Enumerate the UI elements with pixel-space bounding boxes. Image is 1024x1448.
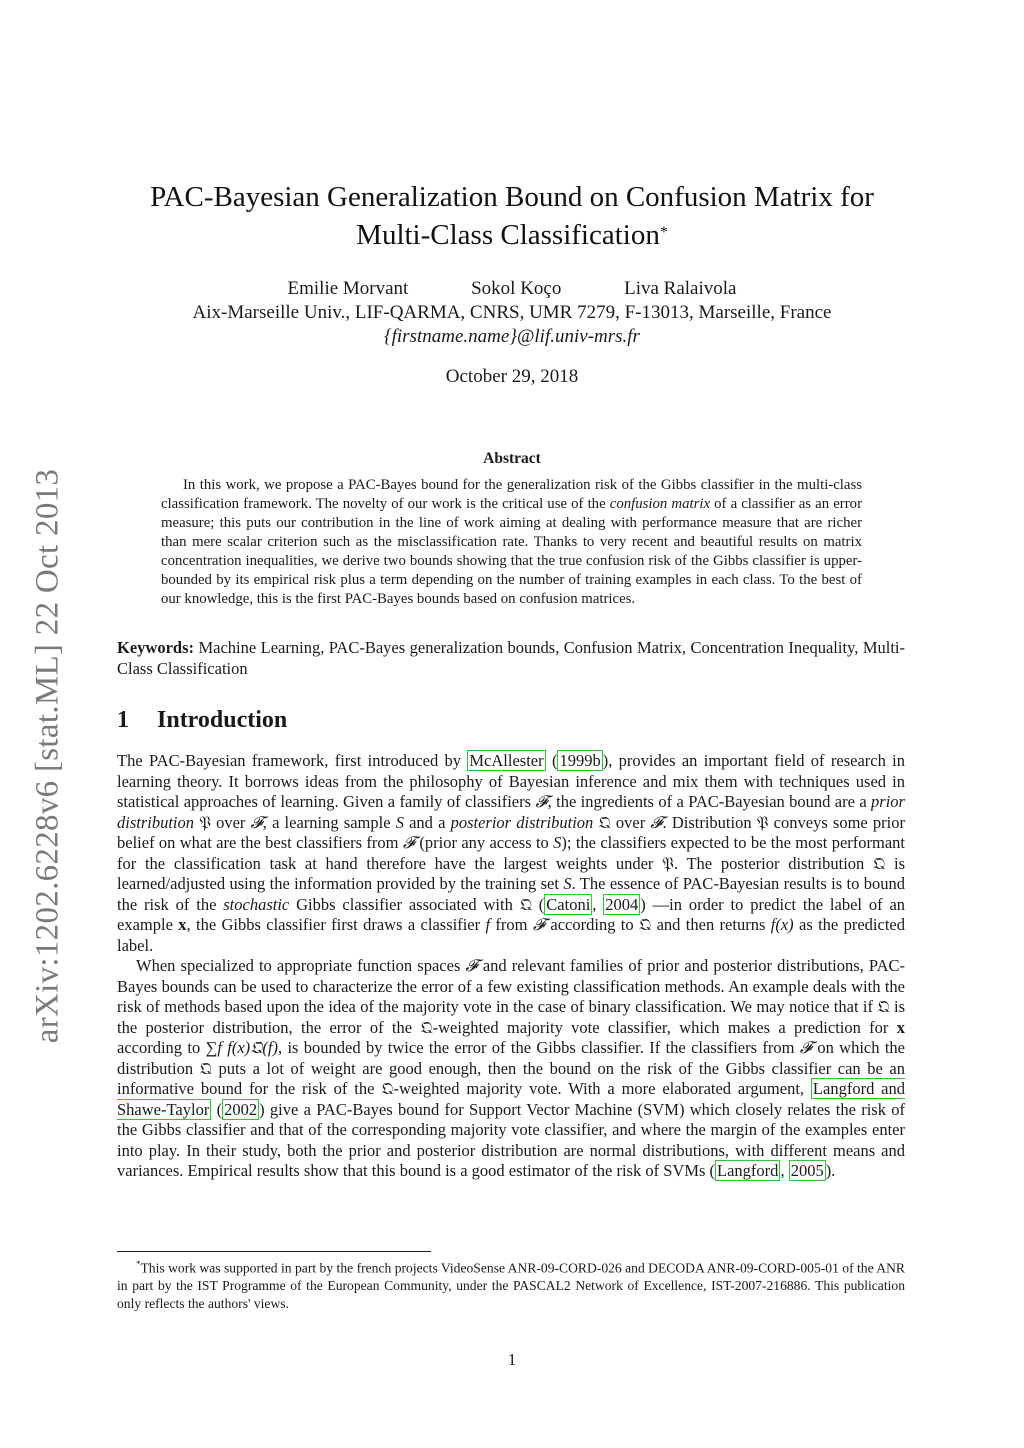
citation-link[interactable]: 2004: [605, 894, 639, 914]
author-name: Sokol Koço: [471, 278, 562, 299]
title-line-2: Multi-Class Classification*: [356, 219, 668, 251]
author-list: [120, 278, 904, 300]
keywords-label: Keywords:: [117, 638, 194, 657]
affiliation: Aix-Marseille Univ., LIF-QARMA, CNRS, UMR 7279, F-13013, Marseille, France: [192, 302, 832, 323]
section-number: 1: [117, 707, 129, 733]
abstract-body: In this work, we propose a PAC-Bayes bound for the generalization risk of the Gibbs classifier in the multi-class classification framework. The novelty of our work is the critical use of the confusion matrix of a classifier as an error measure; this puts our contribution in the line of work aiming at dealing with performance measure that are richer than mere scalar criterion such as the misclassification rate. Thanks to very recent and beautiful results on matrix concentration inequalities, we derive two bounds showing that the true confusion risk of the Gibbs classifier is upper-bounded by its empirical risk plus a term depending on the number of training examples in each class. To the best of our knowledge, this is the first PAC-Bayes bounds based on confusion matrices.: [161, 477, 862, 607]
arxiv-stamp: arXiv:1202.6228v6 [stat.ML] 22 Oct 2013: [29, 468, 66, 1044]
abstract-heading: Abstract: [483, 450, 541, 467]
citation-link[interactable]: 2002: [224, 1099, 258, 1119]
citation-link[interactable]: 1999b: [559, 751, 601, 770]
citation-link[interactable]: McAllester: [469, 751, 544, 770]
paragraph: The PAC-Bayesian framework, first introduced by McAllester ( 1999b ), provides an important field of research in learning theory. It borrows ideas from the philosophy of Bayesian inference and mix them with techniques used in statistical approaches of learning. Given a family of classifiers 𝓕, the ingredients of a PAC-Bayesian bound are a prior distribution 𝔓 over 𝓕, a learning sample S and a posterior distribution 𝔔 over 𝓕. Distribution 𝔓 conveys some prior belief on what are the best classifiers from 𝓕 (prior any access to S); the classifiers expected to be the most performant for the classification task at hand therefore have the largest weights under 𝔓. The posterior distribution 𝔔 is learned/adjusted using the information provided by the training set S. The essence of PAC-Bayesian results is to bound the risk of the stochastic Gibbs classifier associated with 𝔔 ( Catoni , 2004 ) —in order to predict the label of an example x, the Gibbs classifier first draws a classifier f from 𝓕 according to 𝔔 and then returns f(x) as the predicted label.: [117, 751, 906, 955]
date: October 29, 2018: [445, 366, 579, 387]
author-name: Liva Ralaivola: [624, 278, 737, 299]
sum-expression: ∑f f(x)𝔔(f): [205, 1038, 278, 1057]
footnote-rule: [117, 1251, 431, 1252]
paper-title: [120, 178, 904, 254]
title-line-1: PAC-Bayesian Generalization Bound on Confusion Matrix for: [150, 181, 874, 213]
page-number: 1: [507, 1350, 517, 1369]
email: {firstname.name}@lif.univ-mrs.fr: [384, 326, 640, 347]
footnote: *This work was supported in part by the french projects VideoSense ANR-09-CORD-026 and DECODA ANR-09-CORD-005-01 of the ANR in part by the IST Programme of the European Community, under the PASCAL2 Network of Excellence, IST-2007-216886. This publication only reflects the authors' views.: [117, 1259, 905, 1311]
title-footnote-marker: *: [659, 224, 668, 241]
citation-link[interactable]: 2005: [790, 1161, 824, 1180]
keywords: Keywords: Machine Learning, PAC-Bayes generalization bounds, Confusion Matrix, Concentration Inequality, Multi-Class Classification: [117, 638, 905, 678]
section-title: Introduction: [157, 707, 288, 733]
citation-link[interactable]: Catoni: [546, 894, 591, 914]
body-text: [117, 751, 905, 1182]
paragraph: When specialized to appropriate function spaces 𝓕 and relevant families of prior and posterior distributions, PAC-Bayes bounds can be used to characterize the error of a few existing classification methods. An example deals with the risk of methods based upon the idea of the majority vote in the case of binary classification. We may notice that if 𝔔 is the posterior distribution, the error of the 𝔔-weighted majority vote classifier, which makes a prediction for x according to ∑f f(x)𝔔(f), is bounded by twice the error of the Gibbs classifier. If the classifiers from 𝓕 on which the distribution 𝔔 puts a lot of weight are good enough, then the bound on the risk of the Gibbs classifier can be an informative bound for the risk of the 𝔔-weighted majority vote. With a more elaborated argument, Langford and Shawe-Taylor ( 2002 ) give a PAC-Bayes bound for Support Vector Machine (SVM) which closely relates the risk of the Gibbs classifier and that of the corresponding majority vote classifier, and where the margin of the examples enter into play. In their study, both the prior and posterior distribution are normal distributions, with different means and variances. Empirical results show that this bound is a good estimator of the risk of SVMs ( Langford , 2005 ).: [117, 956, 905, 1180]
footnote-marker: *: [136, 1259, 141, 1269]
citation-link[interactable]: Langford: [717, 1161, 779, 1180]
citation-link[interactable]: Langford and Shawe-Taylor: [117, 1079, 905, 1119]
section-heading: [117, 707, 287, 734]
author-name: Emilie Morvant: [287, 278, 409, 299]
